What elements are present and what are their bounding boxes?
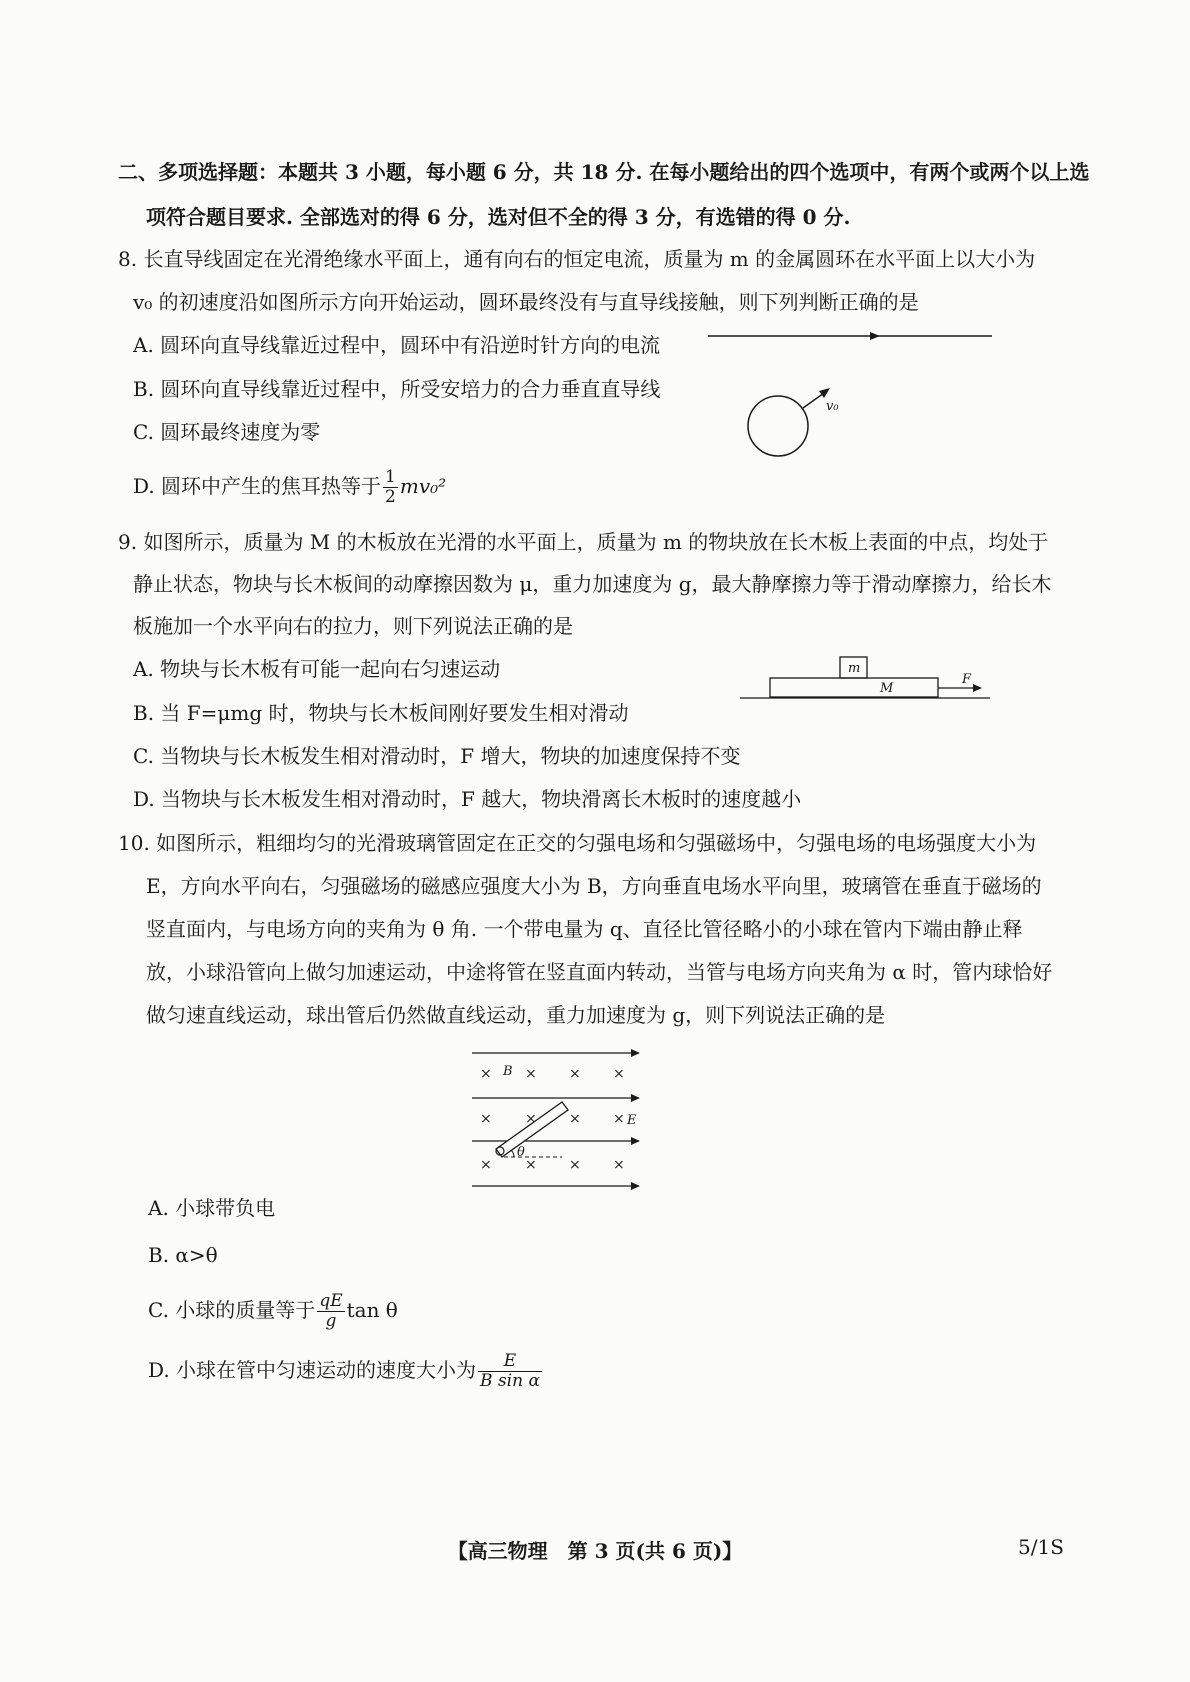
q8-option-b: B. 圆环向直导线靠近过程中，所受安培力的合力垂直直导线	[133, 377, 661, 401]
q10-stem-line4: 放，小球沿管向上做匀加速运动，中途将管在竖直面内转动，当管与电场方向夹角为 α 时，管内球恰好	[146, 960, 1053, 984]
q10-cross: ×	[613, 1111, 625, 1127]
q10-cross: ×	[480, 1157, 492, 1173]
q8-stem-line2: v₀ 的初速度沿如图所示方向开始运动，圆环最终没有与直导线接触，则下列判断正确的是	[133, 290, 919, 314]
q9-option-c: C. 当物块与长木板发生相对滑动时，F 增大，物块的加速度保持不变	[133, 744, 741, 768]
q10-stem-line3: 竖直面内，与电场方向的夹角为 θ 角. 一个带电量为 q、直径比管径略小的小球在管内下端由静止释	[146, 917, 1023, 941]
q8-figure	[700, 320, 1000, 470]
q10-option-c-fraction: $\frac{qE}{g}$	[319, 1291, 343, 1331]
page-footer: 【高三物理 第 3 页(共 6 页)】	[447, 1539, 743, 1563]
q10-option-d: D. 小球在管中匀速运动的速度大小为 $\frac{E}{\text{B sin α}}$	[148, 1351, 540, 1391]
q9-stem-line2: 静止状态，物块与长木板间的动摩擦因数为 μ，重力加速度为 g，最大静摩擦力等于滑动摩擦力，给长木	[133, 572, 1052, 596]
q8-velocity-arrow	[803, 393, 824, 408]
q10-cross: ×	[613, 1066, 625, 1082]
q10-stem-line2: E，方向水平向右，匀强磁场的磁感应强度大小为 B，方向垂直电场水平向里，玻璃管在垂直于磁场的	[146, 874, 1042, 898]
q10-E-label: E	[627, 1113, 637, 1128]
q10-option-b: B. α>θ	[148, 1243, 218, 1267]
q10-option-c: C. 小球的质量等于 $\frac{qE}{g}$ tan θ	[148, 1291, 398, 1331]
q10-field-arrow-1	[631, 1049, 640, 1057]
q8-velocity-arrowhead	[819, 388, 830, 398]
q8-option-a: A. 圆环向直导线靠近过程中，圆环中有沿逆时针方向的电流	[133, 333, 661, 357]
q8-ring	[748, 396, 808, 456]
q10-option-d-fraction: $\frac{E}{\text{B sin α}}$	[480, 1351, 540, 1391]
q10-stem-line5: 做匀速直线运动，球出管后仍然做直线运动，重力加速度为 g，则下列说法正确的是	[146, 1003, 886, 1027]
q10-angle-arc	[511, 1150, 514, 1157]
q10-cross: ×	[525, 1111, 537, 1127]
section-heading: 二、多项选择题：本题共 3 小题，每小题 6 分，共 18 分. 在每小题给出的四个选项中，有两个或两个以上选	[118, 160, 1090, 184]
q9-force-arrowhead	[973, 684, 982, 692]
section-instructions: 项符合题目要求. 全部选对的得 6 分，选对但不全的得 3 分，有选错的得 0 分.	[146, 205, 851, 229]
q10-B-label: B	[503, 1064, 513, 1079]
q10-figure	[470, 1045, 660, 1195]
q10-cross: ×	[569, 1157, 581, 1173]
q10-cross: ×	[569, 1066, 581, 1082]
q10-cross: ×	[480, 1066, 492, 1082]
q8-option-d-fraction: $\frac{1}{2}$	[385, 467, 396, 507]
q9-option-d: D. 当物块与长木板发生相对滑动时，F 越大，物块滑离长木板时的速度越小	[133, 787, 802, 811]
q9-option-a: A. 物块与长木板有可能一起向右匀速运动	[133, 657, 501, 681]
q9-block-m-label: m	[848, 661, 861, 676]
q10-option-a: A. 小球带负电	[148, 1196, 276, 1220]
q9-figure	[738, 655, 998, 705]
q9-stem-line3: 板施加一个水平向右的拉力，则下列说法正确的是	[133, 614, 573, 638]
q8-v0-label: v₀	[826, 399, 839, 414]
q9-force-label: F	[962, 672, 972, 687]
q9-stem-line1: 9. 如图所示，质量为 M 的木板放在光滑的水平面上，质量为 m 的物块放在长木板上表面的中点，均处于	[118, 530, 1049, 554]
q10-field-arrow-3	[631, 1137, 640, 1145]
q8-stem-line1: 8. 长直导线固定在光滑绝缘水平面上，通有向右的恒定电流，质量为 m 的金属圆环在水平面上以大小为	[118, 247, 1036, 271]
q10-theta-label: θ	[517, 1145, 525, 1160]
q9-board-M-label: M	[880, 681, 894, 696]
q10-cross: ×	[480, 1111, 492, 1127]
q10-field-arrow-4	[631, 1182, 640, 1190]
q10-field-arrow-2	[631, 1094, 640, 1102]
q10-cross: ×	[525, 1066, 537, 1082]
q10-cross: ×	[525, 1157, 537, 1173]
q10-cross: ×	[569, 1111, 581, 1127]
q10-cross: ×	[613, 1157, 625, 1173]
q8-option-d: D. 圆环中产生的焦耳热等于 $\frac{1}{2}$ mv₀²	[133, 467, 447, 507]
page-code: 5/1S	[1018, 1535, 1064, 1559]
q10-stem-line1: 10. 如图所示，粗细均匀的光滑玻璃管固定在正交的匀强电场和匀强磁场中，匀强电场的电场强度大小为	[118, 831, 1037, 855]
q9-board-M	[770, 678, 938, 697]
q8-wire-arrowhead	[870, 332, 880, 340]
q8-option-c: C. 圆环最终速度为零	[133, 420, 321, 444]
q9-option-b: B. 当 F=μmg 时，物块与长木板间刚好要发生相对滑动	[133, 701, 629, 725]
